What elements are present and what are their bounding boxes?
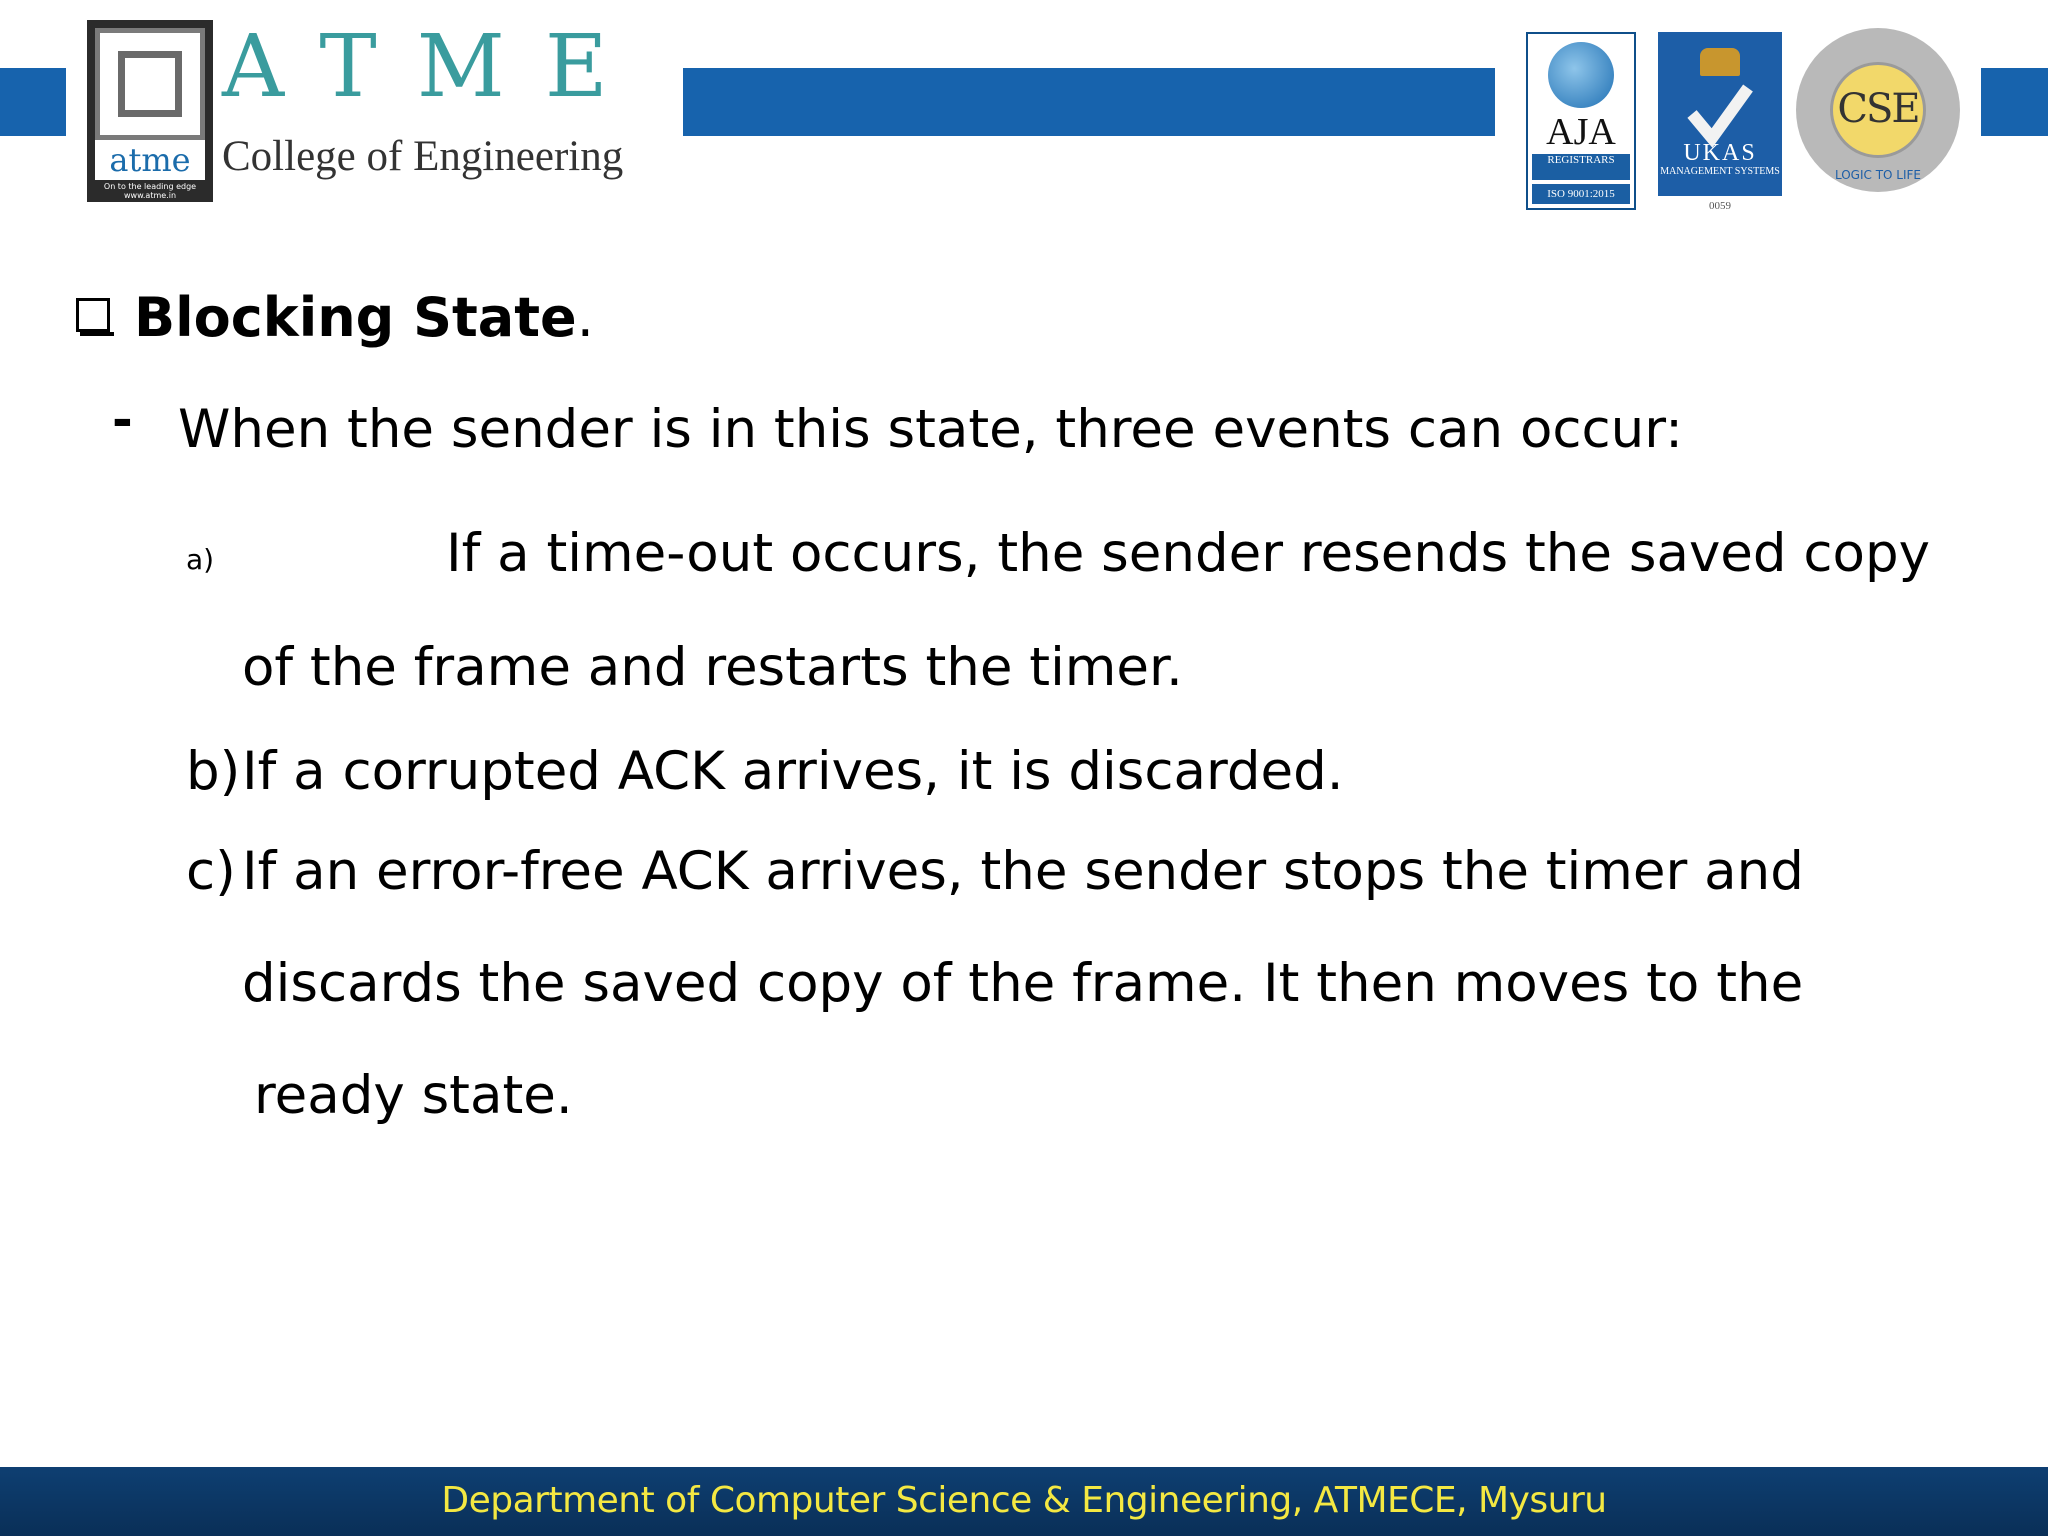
item-c-line-1: If an error-free ACK arrives, the sender stops the timer and [242, 841, 1804, 902]
aja-badge [1526, 32, 1636, 210]
checkbox-bullet-icon [76, 298, 110, 332]
cse-ring-text: LOGIC TO LIFE [1834, 168, 1922, 182]
aja-name: AJA [1546, 111, 1616, 153]
item-a-line-1: If a time-out occurs, the sender resends the saved copy [446, 523, 1930, 584]
college-subtitle: College of Engineering [222, 133, 624, 180]
item-b-line-1: If a corrupted ACK arrives, it is discarded. [242, 741, 1344, 802]
college-title: ATME [222, 17, 648, 117]
cse-badge [1796, 28, 1960, 192]
header-band-right [1981, 68, 2048, 136]
item-c-label: c) [186, 841, 236, 902]
intro-text: When the sender is in this state, three events can occur: [178, 399, 1683, 460]
logo-word: atme [95, 140, 205, 180]
cse-seal-icon [1830, 62, 1926, 158]
logo-tagline: On to the leading edge www.atme.in [103, 182, 197, 200]
ukas-badge [1658, 32, 1782, 196]
slide-heading [134, 286, 594, 350]
item-c-line-2: discards the saved copy of the frame. It then moves to the [242, 953, 1804, 1014]
globe-icon [1548, 42, 1614, 108]
ukas-number: 0059 [1709, 200, 1731, 212]
ukas-systems: MANAGEMENT SYSTEMS [1660, 166, 1780, 177]
item-a-line-2: of the frame and restarts the timer. [242, 637, 1183, 698]
heading-period: . [576, 286, 594, 349]
footer-bar [0, 1467, 2048, 1536]
heading-text: Blocking State [134, 286, 577, 349]
item-b-label: b) [186, 741, 241, 802]
header-band-middle [683, 68, 1495, 136]
item-c-line-3: ready state. [254, 1065, 573, 1126]
aja-registrars: REGISTRARS [1532, 154, 1630, 180]
atme-logo [87, 20, 213, 202]
item-a-label: a) [186, 543, 215, 576]
cse-text: CSE [1837, 86, 1919, 132]
logo-frame-icon [95, 28, 205, 140]
aja-iso: ISO 9001:2015 [1532, 184, 1630, 204]
ukas-name: UKAS [1683, 140, 1757, 166]
dash-bullet: - [112, 391, 133, 449]
header-band-left [0, 68, 66, 136]
footer-text: Department of Computer Science & Engineering, ATMECE, Mysuru [441, 1480, 1607, 1521]
crown-icon [1700, 48, 1740, 76]
